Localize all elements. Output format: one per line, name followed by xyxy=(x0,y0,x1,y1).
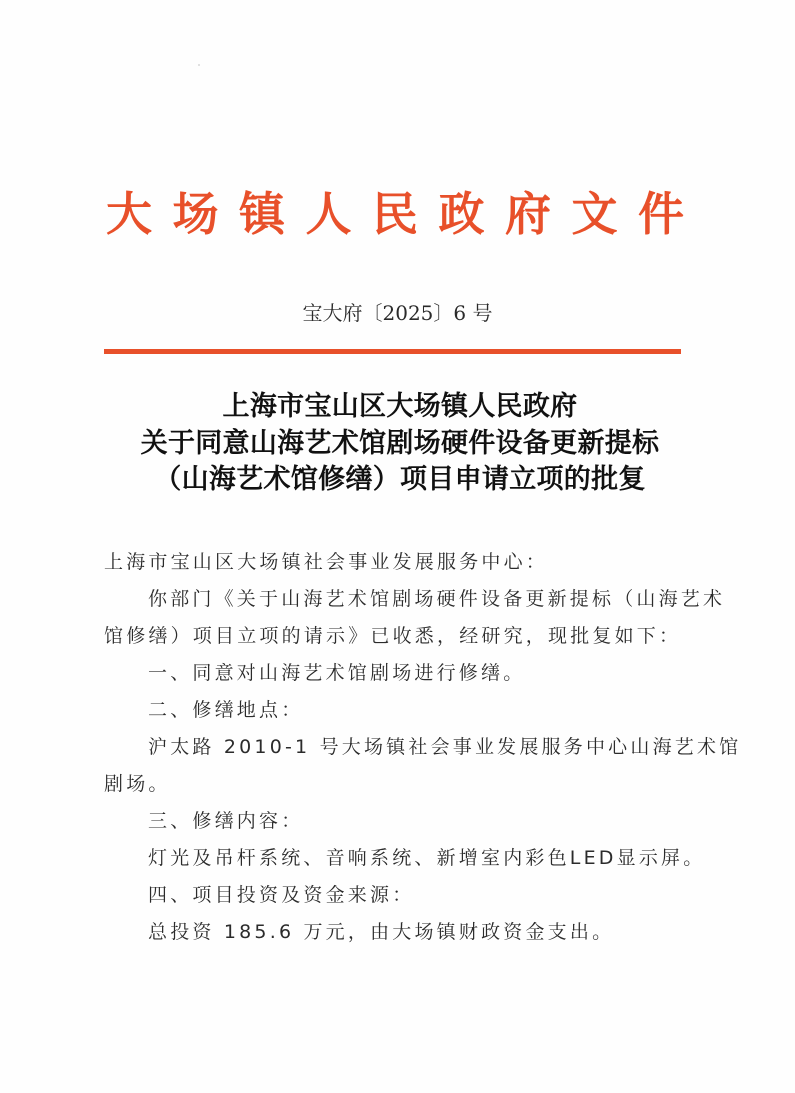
item-3-content: 灯光及吊杆系统、音响系统、新增室内彩色LED显示屏。 xyxy=(148,847,706,869)
item-1-approval: 一、同意对山海艺术馆剧场进行修缮。 xyxy=(148,662,526,684)
document-number: 宝大府〔2025〕6 号 xyxy=(302,301,493,325)
title-line-2: 关于同意山海艺术馆剧场硬件设备更新提标 xyxy=(140,427,660,459)
item-2-location-line-2: 剧场。 xyxy=(104,773,171,795)
addressee: 上海市宝山区大场镇社会事业发展服务中心： xyxy=(104,551,549,573)
issuer-header-char: 政 xyxy=(438,187,485,241)
document-title xyxy=(100,389,700,499)
issuer-header-char: 大 xyxy=(106,187,152,241)
issuer-header-char: 件 xyxy=(638,187,684,241)
item-2-heading: 二、修缮地点： xyxy=(148,699,304,721)
scan-speck xyxy=(198,64,200,66)
item-3-heading: 三、修缮内容： xyxy=(148,810,304,832)
issuer-header-char: 镇 xyxy=(239,187,285,241)
issuer-header-char: 人 xyxy=(305,187,352,241)
item-4-heading: 四、项目投资及资金来源： xyxy=(148,884,415,906)
issuer-header xyxy=(104,186,686,242)
intro-paragraph-line-1: 你部门《关于山海艺术馆剧场硬件设备更新提标（山海艺术 xyxy=(148,588,726,610)
issuer-header-char: 府 xyxy=(505,187,551,241)
document-body xyxy=(104,544,742,951)
issuer-header-char: 场 xyxy=(172,187,219,241)
intro-paragraph-line-2: 馆修缮）项目立项的请示》已收悉，经研究，现批复如下： xyxy=(104,625,682,647)
item-2-location-line-1: 沪太路 2010-1 号大场镇社会事业发展服务中心山海艺术馆 xyxy=(148,736,742,758)
issuer-header-char: 文 xyxy=(571,187,618,241)
red-separator-rule xyxy=(104,349,681,354)
item-4-funding: 总投资 185.6 万元，由大场镇财政资金支出。 xyxy=(148,921,615,943)
issuer-header-char: 民 xyxy=(372,187,418,241)
title-line-3: （山海艺术馆修缮）项目申请立项的批复 xyxy=(154,464,646,495)
title-line-1: 上海市宝山区大场镇人民政府 xyxy=(222,391,578,422)
